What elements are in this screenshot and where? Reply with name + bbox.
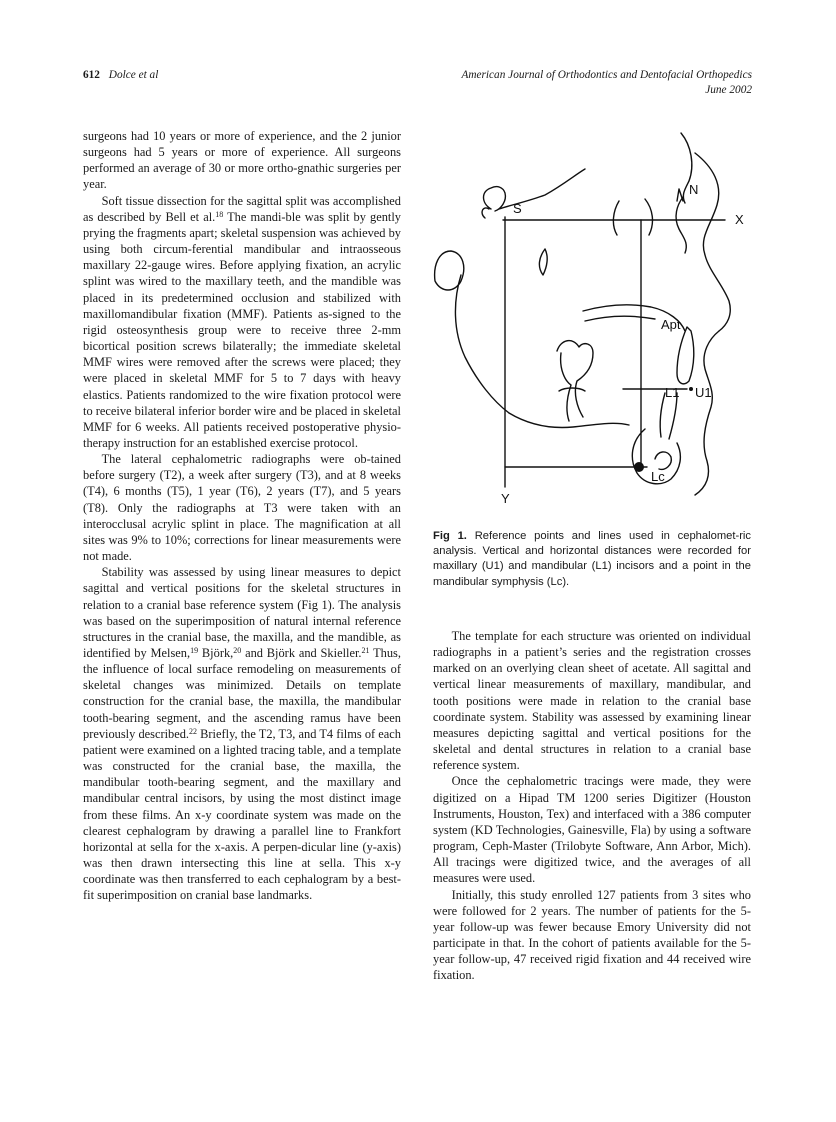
condyle-outline xyxy=(435,251,464,290)
paragraph: surgeons had 10 years or more of experience, and the 2 junior surgeons had 5 years or more of experience. All surgeons performed an average of 30 or more ortho-gnathic surgeries per year. xyxy=(83,129,401,192)
right-column xyxy=(433,628,751,983)
upper-molar-outline xyxy=(557,341,593,417)
running-head-right xyxy=(461,68,752,98)
cephalometric-tracing xyxy=(433,125,751,525)
paragraph: The template for each structure was oriented on individual radiographs in a patient’s series and the registration crosses marked on an overlying clean sheet of acetate. All sagittal and vertical linear measurements of maxillary, mandibular, and tooth positions were made in relation to the cranial base coordinate system. Stability was assessed by examining linear measures depicting sagittal and vertical positions for the skeletal and dental structures in relation to a cranial base reference system. xyxy=(433,629,751,773)
soft-tissue-profile-upper xyxy=(695,153,730,331)
figure-caption xyxy=(433,529,751,590)
label-x: X xyxy=(735,212,744,227)
symphysis-inner-outline xyxy=(655,452,671,469)
label-y: Y xyxy=(501,491,510,506)
upper-incisor-outline xyxy=(677,327,694,384)
nasion-marker xyxy=(677,189,683,201)
u1-point xyxy=(689,387,693,391)
figure-1 xyxy=(433,125,751,525)
anterior-cranial-base xyxy=(499,169,585,209)
caption-text: Reference points and lines used in cephalomet-ric analysis. Vertical and horizontal distances were recorded for maxillary (U1) and mandibular (L1) incisors and a point in the mandibular symphysis (Lc). xyxy=(433,530,751,588)
label-u1: U1 xyxy=(695,385,712,400)
label-apt: Apt xyxy=(661,317,681,332)
label-lc: Lc xyxy=(651,469,665,484)
pterygomaxillary-fissure xyxy=(539,249,547,275)
journal-title: American Journal of Orthodontics and Dentofacial Orthopedics xyxy=(461,69,752,81)
issue-date: June 2002 xyxy=(705,84,752,96)
paragraph: Initially, this study enrolled 127 patients from 3 sites who were followed for 2 years. The number of patients for the 5-year follow-up was fewer because Emory University did not participate in that. In the cohort of patients available for the 5-year follow-up, 47 received rigid fixation and 44 received wire fixation. xyxy=(433,887,751,983)
paragraph: Once the cephalometric tracings were made, they were digitized on a Hipad TM 1200 series Digitizer (Houston Instruments, Houston, Tex) and interfaced with a 386 computer system (KD Technologies, Gainesville, Fla) by using a software program, Ceph-Master (Trilobyte Software, Ann Arbor, Mich). All tracings were digitized twice, and the averages of all measures were used. xyxy=(433,774,751,886)
orbit-outline xyxy=(613,199,652,235)
paragraph: Soft tissue dissection for the sagittal split was accomplished as described by Bell et al.$^{18}$ The mandi-ble was split by gently prying the fragments apart; skeletal suspension was achieved by using both circum-ferential mandibular and intraosseous maxillary 22-gauge wires. Before applying fixation, an acrylic splint was wired to the maxillary teeth, and the mandible was placed in its predetermined occlusion and stabilized with maxillomandibular fixation (MMF). Patients as-signed to the rigid osteosynthesis group were to receive three 2-mm bicortical position screws bilaterally; the immediate skeletal MMF wires were removed after the screws were placed; they were placed in skeletal MMF for 5 to 7 days with heavy elastics. Patients randomized to the wire fixation protocol were to receive bilateral inferior border wire and be placed in skeletal MMF for 6 weeks. All patients received postoperative physio-therapy instruction for an established exercise protocol. xyxy=(83,193,401,450)
paragraph: Stability was assessed by using linear measures to depict sagittal and vertical positions for the skeletal structures in relation to a cranial base reference system (Fig 1). The analysis was based on the superimposition of natural internal reference structures in the cranial base, the maxilla, and the mandible, as identified by Melsen,$^{19}$ Björk,$^{20}$ and Björk and Skieller.$^{21}$ Thus, the influence of local surface remodeling on measurements of skeletal changes was minimized. Details on template construction for the cranial base, the maxilla, the mandibular tooth-bearing segment, and the ascending ramus have been previously described.$^{22}$ Briefly, the T2, T3, and T4 films of each patient were examined on a lighted tracing table, and a template was constructed for the cranial base, the maxilla, the mandibular tooth-bearing segment, and the maxillary and mandibular central incisors, by using the most distinct image from these films. An x-y coordinate system was made on the clearest cephalogram by drawing a parallel line to Frankfort horizontal at sella for the x-axis. A perpen-dicular line (y-axis) was then drawn intersecting this line at sella. This x-y coordinate was then transferred to each cephalogram by a best-fit superimposition on cranial base landmarks. xyxy=(83,565,401,903)
lc-point xyxy=(634,462,644,472)
caption-number: Fig 1. xyxy=(433,530,467,542)
paragraph: The lateral cephalometric radiographs were ob-tained before surgery (T2), a week after surgery (T3), and at 8 weeks (T4), 6 months (T5), 1 year (T6), 2 years (T7), and 5 years (T8). Only the radiographs at T3 were taken with an interocclusal acrylic splint in place. The magnification at all sites was 9% to 10%; corrections for linear measurements were not made. xyxy=(83,452,401,564)
label-n: N xyxy=(689,182,699,197)
left-column xyxy=(83,128,401,904)
nasal-bone-outline xyxy=(676,197,686,253)
sella-outline xyxy=(482,187,505,218)
page-number: 612 xyxy=(83,69,100,81)
lower-molar-outline xyxy=(561,353,571,421)
palate-lower-outline xyxy=(585,316,655,321)
label-s: S xyxy=(513,201,522,216)
soft-tissue-profile-lower xyxy=(695,331,719,495)
running-head-authors: Dolce et al xyxy=(108,69,159,81)
posterior-cranial-outline xyxy=(455,275,509,413)
occlusal-contact xyxy=(559,388,585,391)
label-l1: L1 xyxy=(665,385,680,400)
running-head-left xyxy=(83,68,158,83)
